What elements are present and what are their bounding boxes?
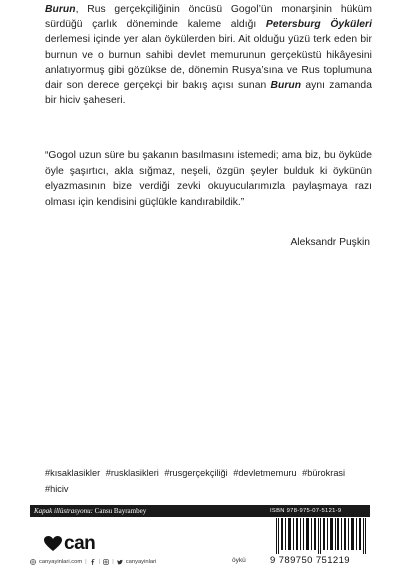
quote-author: Aleksandr Puşkin <box>290 237 370 248</box>
isbn-text: ISBN 978-975-07-5121-9 <box>270 508 342 514</box>
hashtag: #bürokrasi <box>302 468 346 478</box>
illustration-credit-name: Cansu Bayrambey <box>94 507 147 515</box>
hashtag: #rusklasikleri <box>105 468 159 478</box>
barcode-block <box>270 518 370 568</box>
blurb-collection-title: Petersburg Öyküleri <box>265 19 372 31</box>
separator: | <box>98 559 101 565</box>
barcode-number: 9 789750 751219 <box>270 555 350 566</box>
social-handle[interactable]: canyayinlari <box>125 559 157 565</box>
publisher-footer <box>30 559 156 565</box>
genre-label: öykü <box>232 557 246 564</box>
twitter-icon[interactable] <box>117 559 123 565</box>
heart-icon <box>44 536 62 552</box>
blurb-paragraph <box>45 2 372 108</box>
hashtag: #kısaklasikler <box>45 468 101 478</box>
pushkin-quote: “Gogol uzun süre bu şakanın basılmasını istemedi; ama biz, bu öyküde öyle şaşırtıcı, akla sığmaz, neşeli, özgün şeyler bulduk ki öykünün elyazmasının bize verdiği zevki okuyucularımızla paylaşmaya razı olması için kendisini güçlükle kandırabildik.” <box>45 150 372 208</box>
blurb-title-1: Burun <box>45 4 76 15</box>
hashtag: #devletmemuru <box>233 468 297 478</box>
separator: | <box>85 559 87 565</box>
separator: | <box>112 559 114 565</box>
hashtag: #hiciv <box>45 484 69 494</box>
instagram-icon[interactable] <box>103 559 109 565</box>
globe-icon <box>30 559 36 565</box>
illustration-credit-label: Kapak illüstrasyonu: <box>34 507 93 515</box>
blurb-title-2: Burun <box>270 80 302 92</box>
publisher-logo <box>44 533 95 555</box>
barcode-icon <box>276 518 368 554</box>
publisher-logo-text: can <box>64 533 96 554</box>
blurb-text-1: , Rus gerçekçiliğinin öncüsü Gogol’ün monarşinin hüküm sürdüğü çarlık döneminde kaleme aldığı <box>45 4 372 31</box>
hashtag: #rusgerçekçiliği <box>164 468 228 478</box>
hashtag-list <box>45 465 385 497</box>
website-link[interactable]: canyayinlari.com <box>39 559 83 565</box>
blurb-text-2: derlemesi içinde yer alan öykülerden biri. Ait olduğu yüzü terk eden bir burnun ve o burnun sahibi devlet memurunun gerçeküstü hikâyesini anlatıyormuş gibi gözükse de, dönemin Rusya’sına ve Rus toplumuna dair son derece gerçekçi bir bakış açısı sunan <box>45 34 372 92</box>
facebook-icon[interactable] <box>90 559 96 565</box>
blurb-text-3: aynı zamanda bir hiciv şaheseri. <box>45 80 372 107</box>
